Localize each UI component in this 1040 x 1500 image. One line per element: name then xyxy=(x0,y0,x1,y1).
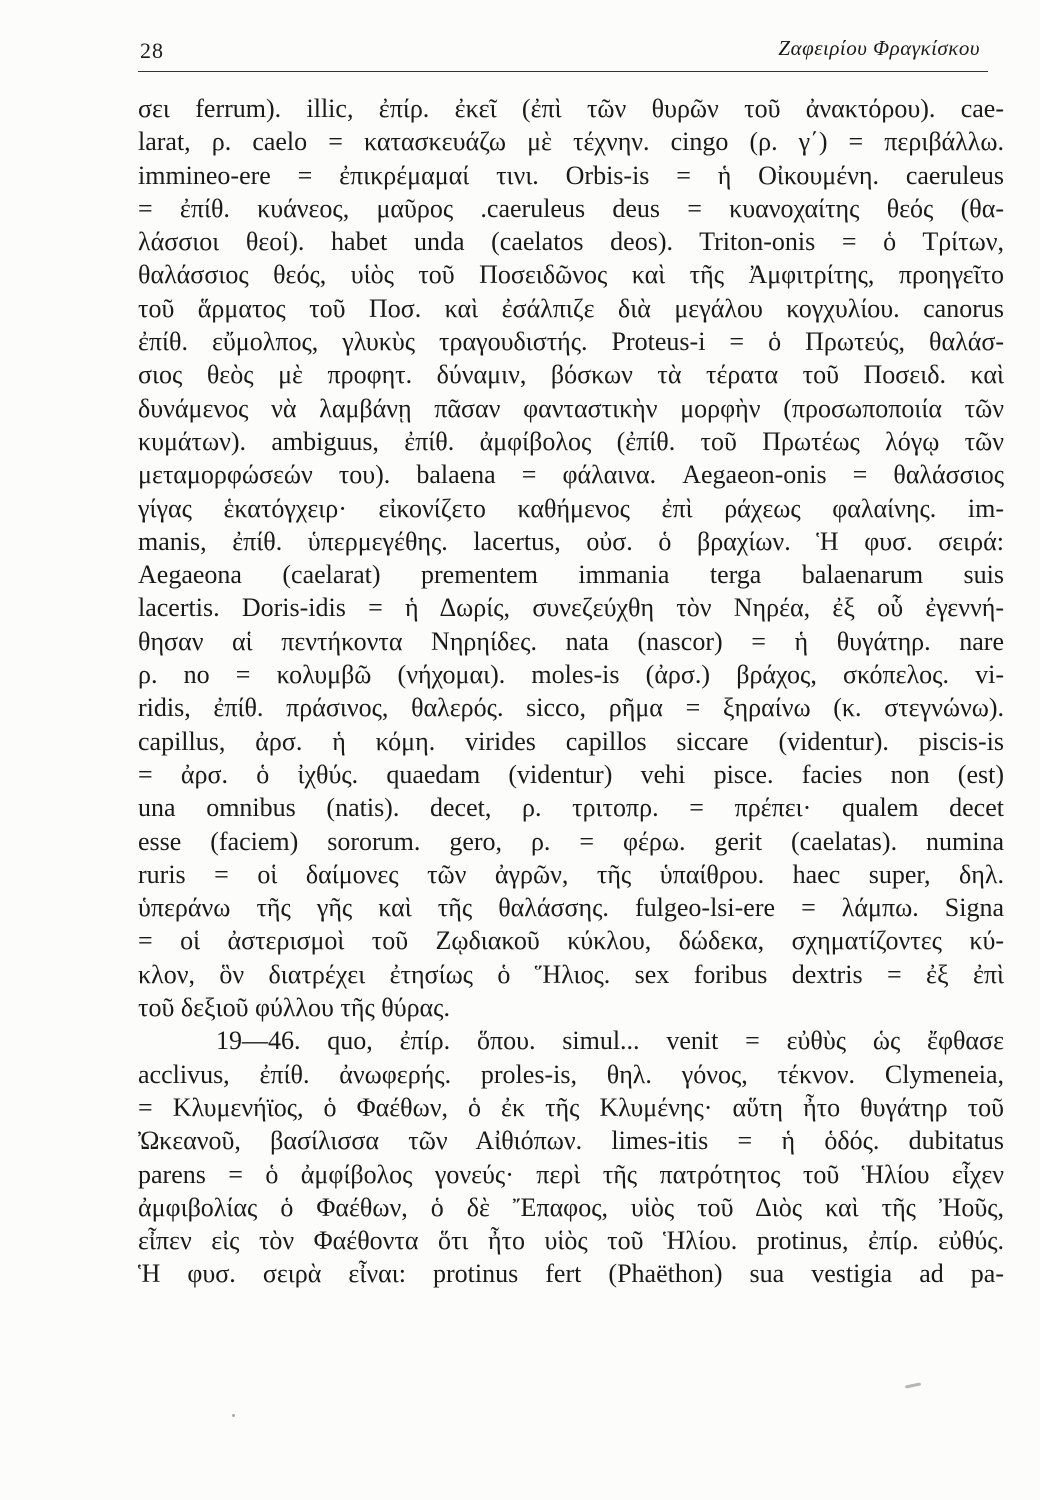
text-line: Ἡ φυσ. σειρὰ εἶναι: protinus fert (Phaëthon) sua vestigia ad pa- xyxy=(138,1259,1004,1289)
text-line: manis, ἐπίθ. ὑπερμεγέθης. lacertus, οὐσ. ὁ βραχίων. Ἡ φυσ. σειρά: xyxy=(138,526,1004,556)
text-line: εἶπεν εἰς τὸν Φαέθοντα ὅτι ἦτο υἱὸς τοῦ Ἡλίου. protinus, ἐπίρ. εὐθύς. xyxy=(138,1226,1004,1256)
text-line: τοῦ δεξιοῦ φύλλου τῆς θύρας. xyxy=(138,993,450,1023)
page-number: 28 xyxy=(140,38,164,63)
text-line: esse (faciem) sororum. gero, ρ. = φέρω. gerit (caelatas). numina xyxy=(138,826,1004,856)
text-line: immineo-ere = ἐπικρέμαμαί τινι. Orbis-is = ἡ Οἰκουμένη. caeruleus xyxy=(138,160,1004,190)
text-line: ὑπεράνω τῆς γῆς καὶ τῆς θαλάσσης. fulgeo-lsi-ere = λάμπω. Signa xyxy=(138,893,1004,923)
text-line: σιος θεὸς μὲ προφητ. δύναμιν, βόσκων τὰ τέρατα τοῦ Ποσειδ. καὶ xyxy=(138,360,1004,390)
header-rule xyxy=(138,71,988,72)
text-line: λάσσιοι θεοί). habet unda (caelatos deos). Triton-onis = ὁ Τρίτων, xyxy=(138,227,1004,257)
text-line: σει ferrum). illic, ἐπίρ. ἐκεῖ (ἐπὶ τῶν θυρῶν τοῦ ἀνακτόρου). cae- xyxy=(138,94,1004,123)
text-line: δυνάμενος νὰ λαμβάνῃ πᾶσαν φανταστικὴν μορφὴν (προσωποποιία τῶν xyxy=(138,393,1004,423)
text-line: θησαν αἱ πεντήκοντα Νηρηίδες. nata (nascor) = ἡ θυγάτηρ. nare xyxy=(138,626,1004,656)
text-line: Aegaeona (caelarat) prementem immania terga balaenarum suis xyxy=(138,560,1004,590)
text-line: θαλάσσιος θεός, υἱὸς τοῦ Ποσειδῶνος καὶ τῆς Ἀμφιτρίτης, προηγεῖτο xyxy=(138,260,1004,290)
text-line: μεταμορφώσεών του). balaena = φάλαινα. Aegaeon-onis = θαλάσσιος xyxy=(138,460,1004,490)
text-line: parens = ὁ ἀμφίβολος γονεύς· περὶ τῆς πατρότητος τοῦ Ἡλίου εἶχεν xyxy=(138,1159,1004,1189)
text-line: κλον, ὃν διατρέχει ἐτησίως ὁ Ἥλιος. sex foribus dextris = ἐξ ἐπὶ xyxy=(138,959,1004,989)
text-line: = οἱ ἀστερισμοὶ τοῦ Ζῳδιακοῦ κύκλου, δώδεκα, σχηματίζοντες κύ- xyxy=(138,926,1004,956)
text-line: larat, ρ. caelo = κατασκευάζω μὲ τέχνην. cingo (ρ. γ΄) = περιβάλλω. xyxy=(138,127,1004,157)
text-line: acclivus, ἐπίθ. ἀνωφερής. proles-is, θηλ. γόνος, τέκνον. Clymeneia, xyxy=(138,1059,1004,1089)
text-line: = ἐπίθ. κυάνεος, μαῦρος .caeruleus deus = κυανοχαίτης θεός (θα- xyxy=(138,193,1004,223)
text-line: κυμάτων). ambiguus, ἐπίθ. ἀμφίβολος (ἐπίθ. τοῦ Πρωτέως λόγῳ τῶν xyxy=(138,426,1004,456)
text-line: ρ. no = κολυμβῶ (νήχομαι). moles-is (ἀρσ.) βράχος, σκόπελος. vi- xyxy=(138,660,1004,690)
text-line: Ὠκεανοῦ, βασίλισσα τῶν Αἰθιόπων. limes-itis = ἡ ὁδός. dubitatus xyxy=(138,1126,1004,1156)
text-line: ἀμφιβολίας ὁ Φαέθων, ὁ δὲ Ἔπαφος, υἱὸς τοῦ Διὸς καὶ τῆς Ἠοῦς, xyxy=(138,1192,1004,1222)
text-line: = Κλυμενήϊος, ὁ Φαέθων, ὁ ἐκ τῆς Κλυμένης· αὕτη ἦτο θυγάτηρ τοῦ xyxy=(138,1092,1004,1122)
text-line: ridis, ἐπίθ. πράσινος, θαλερός. sicco, ρῆμα = ξηραίνω (κ. στεγνώνω). xyxy=(138,693,1004,723)
text-line: capillus, ἀρσ. ἡ κόμη. virides capillos siccare (videntur). piscis-is xyxy=(138,726,1004,756)
paragraph-start-line: 19—46. quo, ἐπίρ. ὅπου. simul... venit = εὐθὺς ὡς ἔφθασε xyxy=(216,1026,1004,1056)
text-line: ruris = οἱ δαίμονες τῶν ἀγρῶν, τῆς ὑπαίθρου. haec super, δηλ. xyxy=(138,859,1004,889)
text-line: = ἀρσ. ὁ ἰχθύς. quaedam (videntur) vehi pisce. facies non (est) xyxy=(138,759,1004,789)
paper-speck xyxy=(232,1414,235,1417)
ink-smudge xyxy=(905,1382,921,1388)
text-line: lacertis. Doris-idis = ἡ Δωρίς, συνεζεύχθη τὸν Νηρέα, ἐξ οὗ ἐγεννή- xyxy=(138,593,1004,623)
text-line: τοῦ ἅρματος τοῦ Ποσ. καὶ ἐσάλπιζε διὰ μεγάλου κογχυλίου. canorus xyxy=(138,293,1004,323)
running-head: Ζαφειρίου Φραγκίσκου xyxy=(778,36,980,60)
text-line: ἐπίθ. εὔμολπος, γλυκὺς τραγουδιστής. Proteus-i = ὁ Πρωτεύς, θαλάσ- xyxy=(138,327,1004,357)
text-line: una omnibus (natis). decet, ρ. τριτοπρ. = πρέπει· qualem decet xyxy=(138,793,1004,823)
commentary-text xyxy=(138,92,1004,1291)
text-line: γίγας ἑκατόγχειρ· εἰκονίζετο καθήμενος ἐπὶ ράχεως φαλαίνης. im- xyxy=(138,493,1004,523)
